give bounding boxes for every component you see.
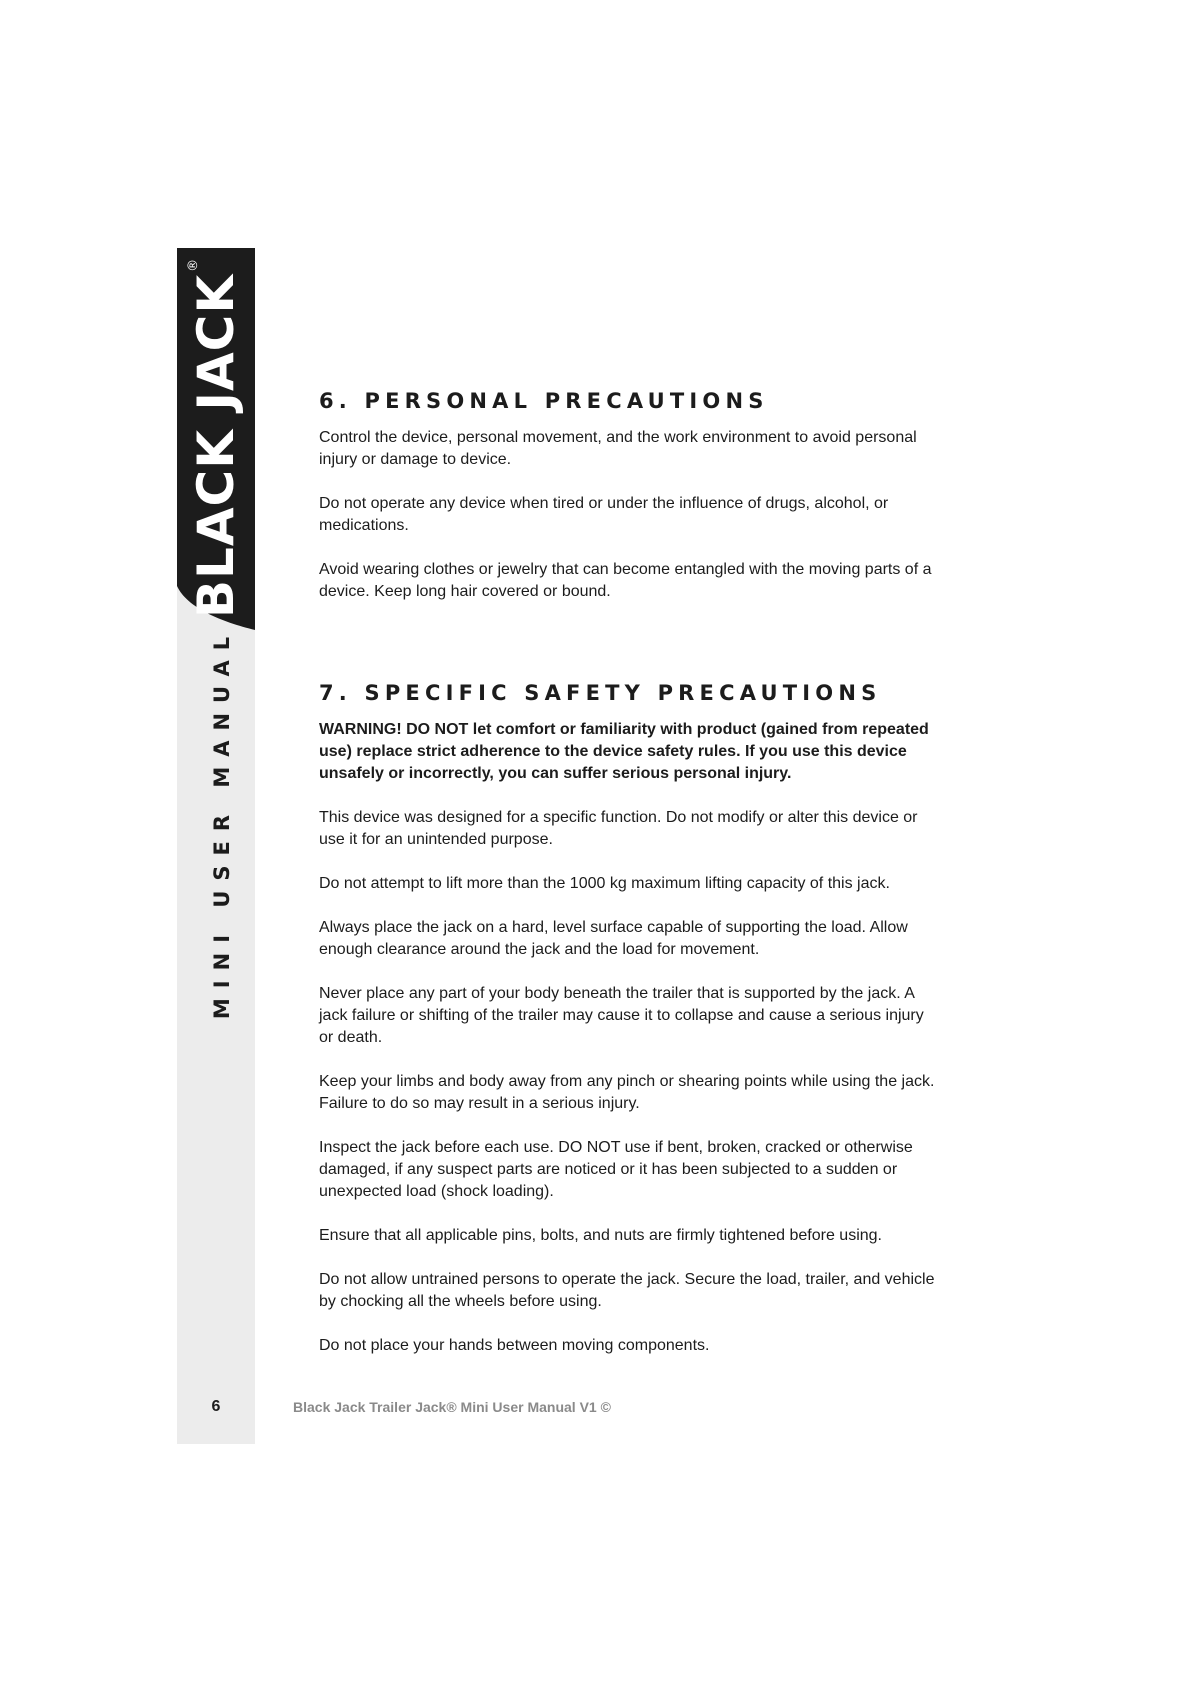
- paragraph: Avoid wearing clothes or jewelry that can become entangled with the moving parts of a device. Keep long hair covered or bound.: [319, 561, 932, 600]
- manual-title: MINI USER MANUAL: [210, 626, 234, 1020]
- brand-band: [177, 248, 255, 633]
- paragraph: Inspect the jack before each use. DO NOT use if bent, broken, cracked or otherwise damaged, if any suspect parts are noticed or it has been subjected to a sudden or unexpected load (shock loading).: [319, 1139, 913, 1200]
- paragraph: Ensure that all applicable pins, bolts, and nuts are firmly tightened before using.: [319, 1227, 882, 1244]
- side-strip: [177, 248, 255, 1444]
- paragraph: Do not operate any device when tired or under the influence of drugs, alcohol, or medications.: [319, 495, 889, 534]
- section-title-personal-precautions: 6. PERSONAL PRECAUTIONS: [319, 389, 769, 413]
- paragraph: This device was designed for a specific function. Do not modify or alter this device or use it for an unintended purpose.: [319, 809, 918, 848]
- section-title-specific-safety-precautions: 7. SPECIFIC SAFETY PRECAUTIONS: [319, 681, 882, 705]
- brand-name: BLACK JACK: [187, 273, 245, 619]
- registered-mark: ®: [186, 257, 201, 272]
- paragraph: Never place any part of your body beneath the trailer that is supported by the jack. A jack failure or shifting of the trailer may cause it to collapse and cause a serious injury or death.: [319, 985, 924, 1046]
- paragraph: Do not place your hands between moving components.: [319, 1337, 710, 1354]
- brand-logo: [186, 257, 245, 619]
- paragraph: Do not allow untrained persons to operate the jack. Secure the load, trailer, and vehicle by chocking all the wheels before using.: [319, 1271, 935, 1310]
- page-content: [319, 386, 939, 1357]
- footer-text: Black Jack Trailer Jack® Mini User Manual V1 ©: [293, 1399, 611, 1415]
- paragraph: Keep your limbs and body away from any pinch or shearing points while using the jack. Failure to do so may result in a serious injury.: [319, 1073, 935, 1112]
- page-number: 6: [211, 1398, 221, 1415]
- paragraph: Control the device, personal movement, and the work environment to avoid personal injury or damage to device.: [319, 429, 917, 468]
- paragraph: Do not attempt to lift more than the 1000 kg maximum lifting capacity of this jack.: [319, 875, 890, 892]
- warning-paragraph: WARNING! DO NOT let comfort or familiarity with product (gained from repeated use) replace strict adherence to the device safety rules. If you use this device unsafely or incorrectly, you can suffer serious personal injury.: [319, 721, 929, 782]
- paragraph: Always place the jack on a hard, level surface capable of supporting the load. Allow enough clearance around the jack and the load for movement.: [319, 919, 908, 958]
